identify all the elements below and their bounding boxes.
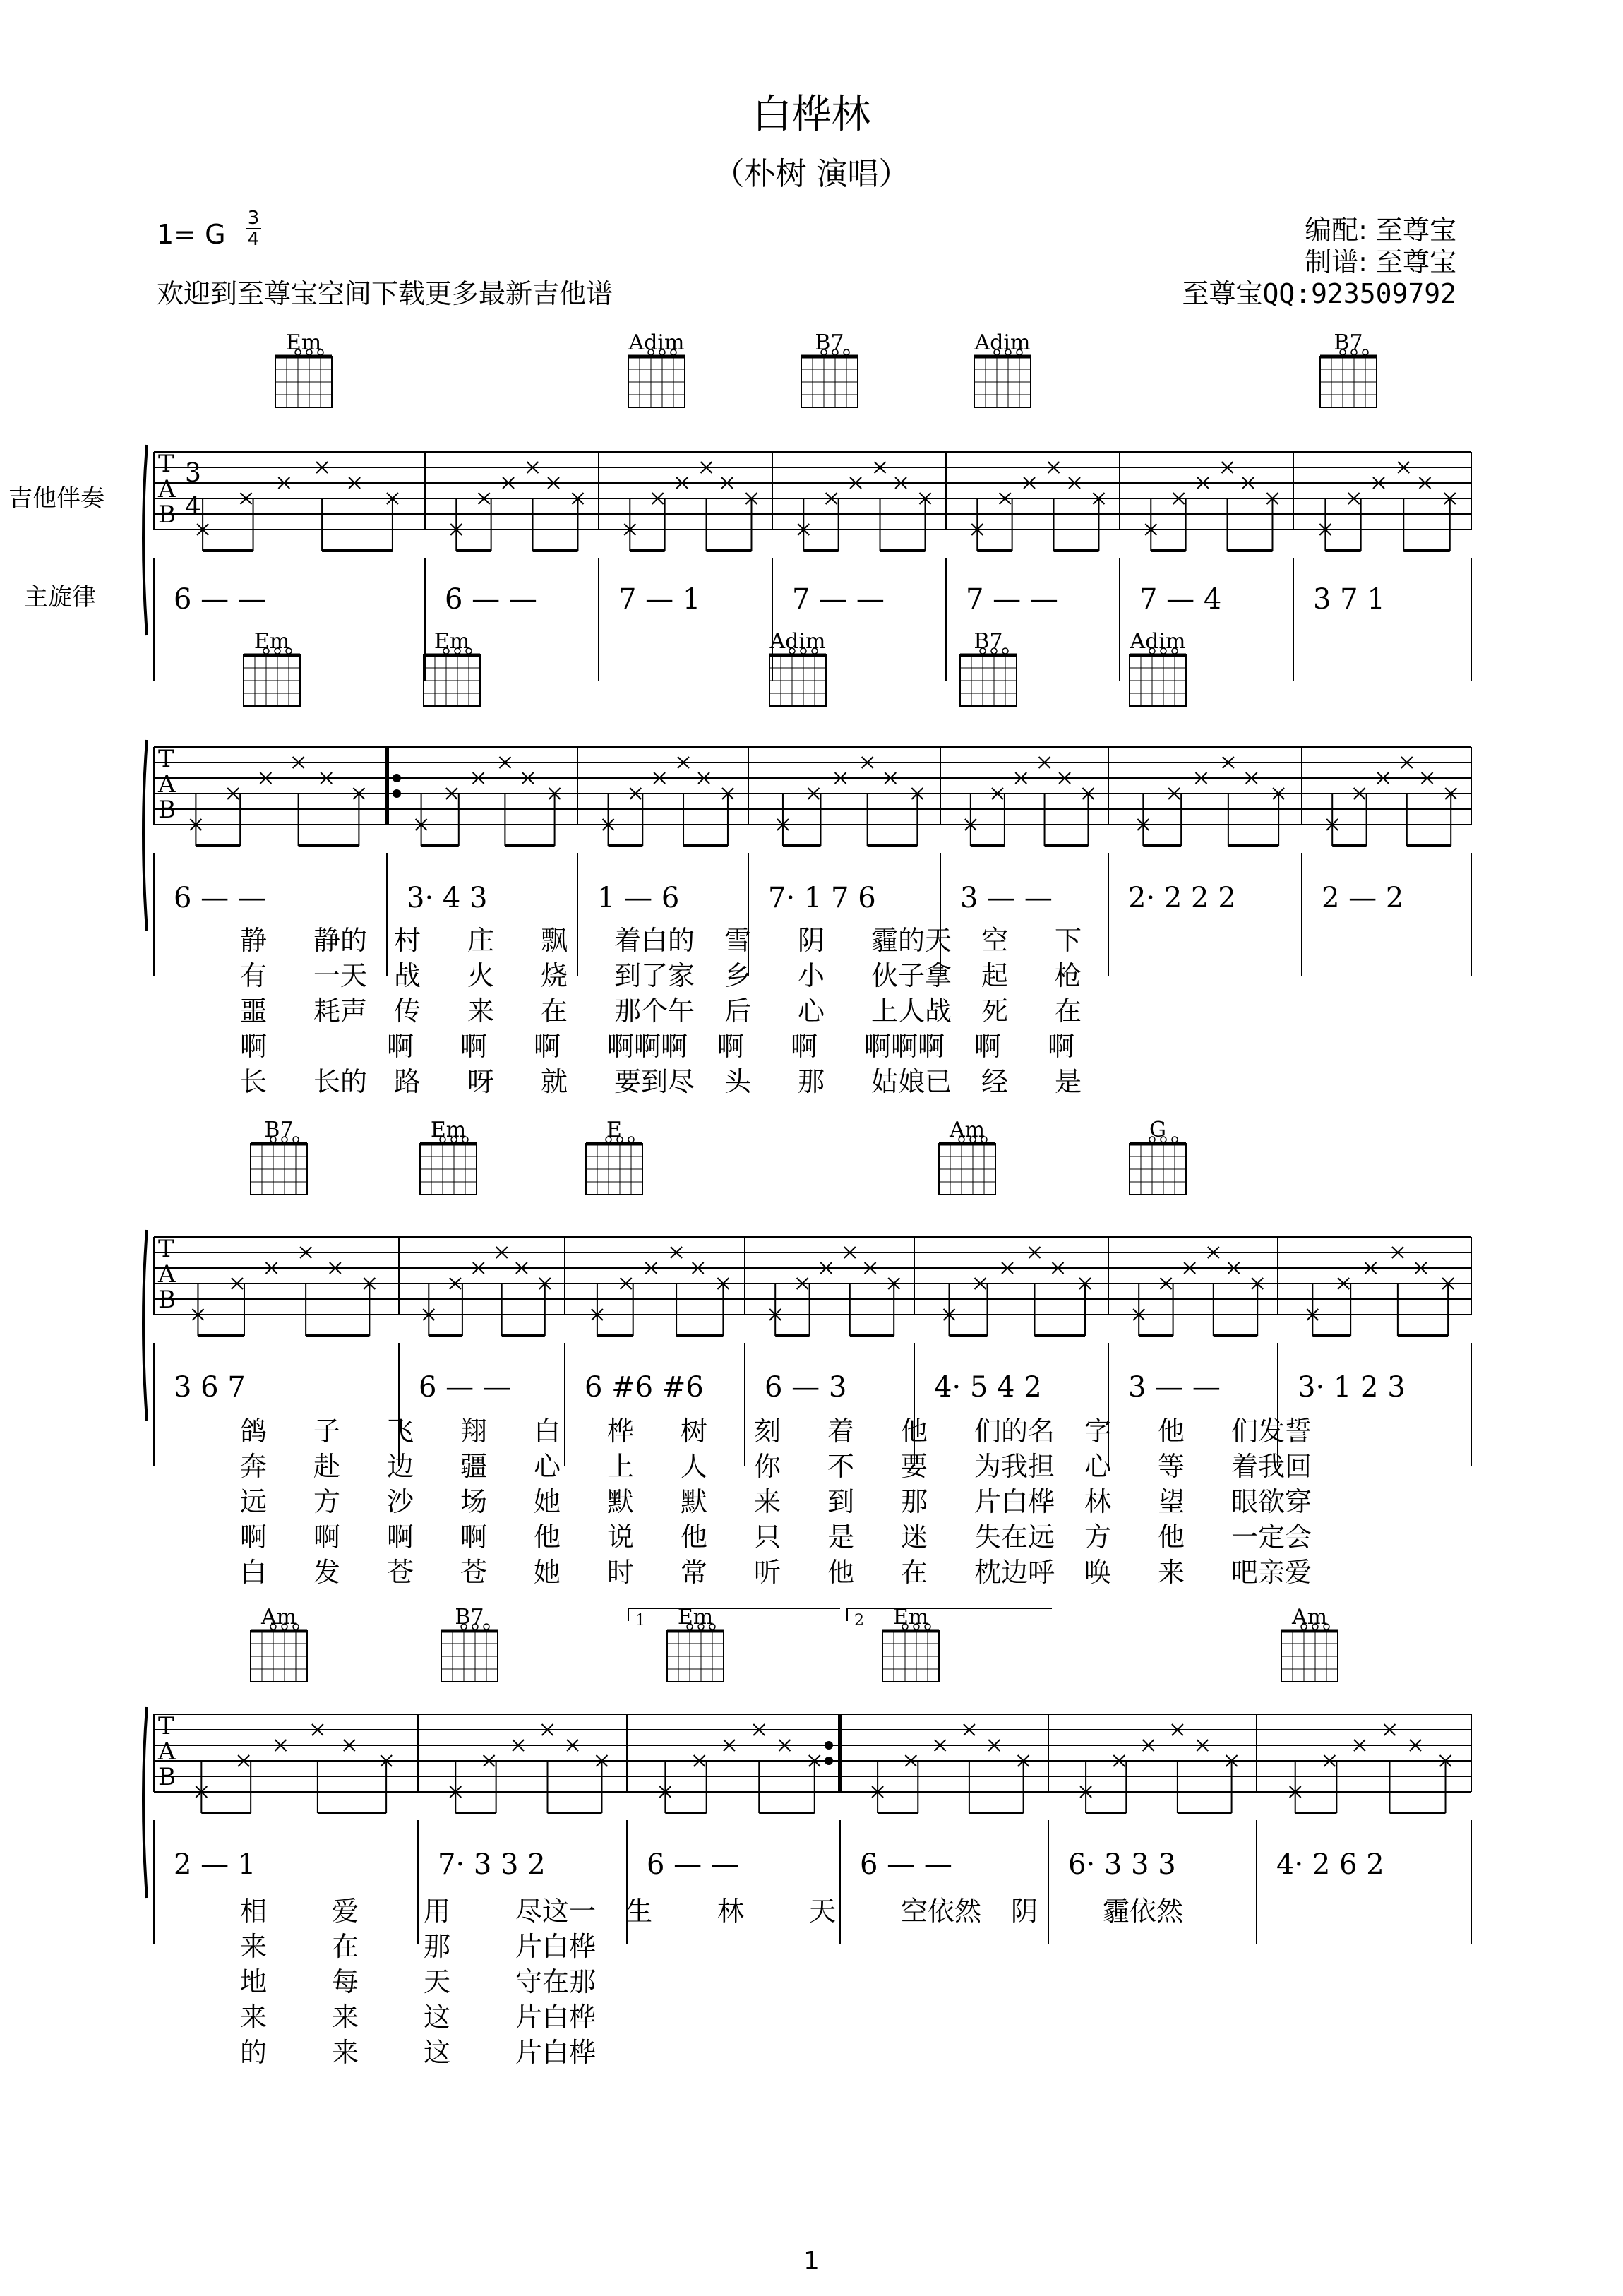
melody-measure: 4· 5 4 2: [934, 1371, 1042, 1404]
lyric-word: 啊: [387, 1031, 414, 1062]
lyric-word: 枪: [1055, 960, 1082, 991]
tab-time-numerator: 3: [185, 459, 201, 488]
lyric-word: 头: [724, 1066, 752, 1097]
tab-clef-t: T: [158, 745, 174, 773]
melody-measure: 3 — —: [960, 882, 1053, 914]
open-string-marker: [628, 1137, 634, 1142]
lyric-word: 啊啊啊: [607, 1031, 688, 1062]
chord-diagram: [275, 330, 332, 407]
melody-measure: 4· 2 6 2: [1276, 1848, 1384, 1881]
lyric-word: 字: [1084, 1416, 1112, 1447]
lyric-word: 他: [1158, 1521, 1185, 1553]
melody-part-label: 主旋律: [24, 583, 96, 611]
chord-diagram: [251, 1118, 307, 1195]
lyric-word: 啊: [460, 1031, 488, 1062]
lyric-word: 飘: [541, 925, 568, 956]
melody-measure: 2 — 1: [174, 1848, 256, 1881]
lyric-word: 默: [681, 1486, 708, 1517]
lyric-word: 片白桦: [515, 2002, 597, 2033]
lyric-word: 长的: [313, 1066, 368, 1097]
open-string-marker: [844, 349, 849, 355]
lyric-word: 边: [387, 1451, 414, 1482]
lyric-word: 心: [798, 995, 825, 1027]
lyric-word: 姑娘已: [871, 1066, 952, 1097]
tab-clef-t: T: [158, 1235, 174, 1263]
lyric-word: 等: [1158, 1451, 1185, 1482]
chord-diagram: [251, 1605, 307, 1682]
volta-number-2: 2: [854, 1612, 864, 1630]
chord-name: B7: [455, 1605, 484, 1630]
lyric-word: 来: [754, 1486, 781, 1517]
lyric-word: 远: [240, 1486, 268, 1517]
lyric-word: 心: [1084, 1451, 1112, 1482]
lyric-word: 枕边呼: [974, 1557, 1055, 1588]
tab-time-denominator: 4: [185, 493, 201, 522]
lyric-word: 他: [901, 1416, 928, 1447]
tab-clef-b: B: [158, 1286, 176, 1314]
lyric-word: 霾依然: [1103, 1896, 1184, 1927]
lyric-word: 方: [1084, 1521, 1112, 1553]
lyric-word: 要到尽: [614, 1066, 695, 1097]
chord-diagram: [974, 330, 1031, 407]
melody-measure: 7 — 1: [618, 583, 701, 616]
system-2: [143, 629, 1471, 1097]
lyric-word: 这: [424, 2002, 451, 2033]
lyric-word: 在: [901, 1557, 928, 1588]
lyric-word: 片白桦: [974, 1486, 1055, 1517]
lyric-word: 啊: [974, 1031, 1002, 1062]
lyric-word: 们的名: [974, 1416, 1055, 1447]
melody-measure: 6 — —: [174, 882, 266, 914]
lyric-word: 啊: [717, 1031, 745, 1062]
chord-diagram: [939, 1118, 995, 1195]
melody-measure: 3 — —: [1128, 1371, 1221, 1404]
chord-diagram: [628, 330, 685, 407]
chord-diagram: [960, 629, 1017, 706]
tab-clef-a: A: [158, 770, 176, 799]
melody-measure: 7· 1 7 6: [768, 882, 876, 914]
chord-name: B7: [974, 629, 1003, 654]
melody-line: [174, 1371, 1406, 1404]
lyric-word: 天: [424, 1966, 451, 1997]
lyric-word: 啊: [387, 1521, 414, 1553]
chord-name: Em: [677, 1605, 714, 1630]
lyric-word: 方: [313, 1486, 341, 1517]
lyric-word: 烧: [541, 960, 568, 991]
lyric-word: 们发誓: [1231, 1416, 1312, 1447]
melody-measure: 6 — 3: [765, 1371, 847, 1404]
lyric-word: 说: [607, 1521, 635, 1553]
open-string-marker: [1172, 1137, 1178, 1142]
lyric-word: 是: [827, 1521, 855, 1553]
melody-measure: 1 — 6: [597, 882, 680, 914]
lyric-word: 片白桦: [515, 1931, 597, 1962]
lyric-word: 你: [754, 1451, 781, 1482]
chord-name: B7: [1334, 330, 1363, 355]
lyric-word: 眼欲穿: [1231, 1486, 1312, 1517]
lyric-word: 传: [394, 995, 421, 1027]
lyric-word: 来: [332, 2002, 359, 2033]
lyric-word: 啊啊啊: [864, 1031, 945, 1062]
lyric-word: 赴: [313, 1451, 341, 1482]
tab-clef-a: A: [158, 1738, 176, 1766]
lyric-word: 每: [332, 1966, 359, 1997]
lyric-word: 疆: [460, 1451, 488, 1482]
lyric-word: 啊: [240, 1521, 268, 1553]
melody-measure: 3 7 1: [1313, 583, 1385, 616]
lyric-word: 迷: [901, 1521, 928, 1553]
chord-name: B7: [264, 1118, 294, 1142]
lyric-word: 桦: [607, 1416, 635, 1447]
open-string-marker: [1363, 349, 1368, 355]
lyric-word: 尽这一: [515, 1896, 597, 1927]
lyric-word: 静: [240, 925, 268, 956]
melody-measure: 7 — —: [966, 583, 1058, 616]
lyric-word: 啊: [1048, 1031, 1075, 1062]
melody-measure: 6 — —: [445, 583, 537, 616]
lyric-word: 一定会: [1231, 1521, 1312, 1553]
lyric-word: 庄: [467, 925, 495, 956]
lyric-word: 人: [681, 1451, 708, 1482]
arranger-credit: 编配: 至尊宝: [1305, 215, 1456, 246]
lyric-word: 飞: [387, 1416, 414, 1447]
lyric-word: 村: [394, 925, 421, 956]
lyrics-block: [240, 1896, 1184, 2068]
melody-line: [174, 882, 1403, 914]
chord-diagram: [1281, 1605, 1338, 1682]
lyric-word: 他: [827, 1557, 855, 1588]
lyric-word: 不: [827, 1451, 855, 1482]
lyric-word: 来: [1158, 1557, 1185, 1588]
chord-name: E: [606, 1118, 622, 1142]
lyric-word: 望: [1158, 1486, 1185, 1517]
lyric-word: 用: [424, 1896, 451, 1927]
lyric-word: 翔: [460, 1416, 488, 1447]
tab-clef-b: B: [158, 1763, 176, 1791]
lyric-word: 路: [394, 1066, 421, 1097]
tab-clef-t: T: [158, 450, 174, 478]
lyric-word: 奔: [240, 1451, 268, 1482]
chord-name: Em: [430, 1118, 467, 1142]
lyric-word: 子: [313, 1416, 341, 1447]
chord-diagram: [667, 1605, 724, 1682]
lyric-word: 唤: [1084, 1557, 1112, 1588]
open-string-marker: [484, 1624, 489, 1630]
lyric-word: 他: [534, 1521, 561, 1553]
lyric-word: 静的: [313, 925, 368, 956]
melody-measure: 3 6 7: [174, 1371, 246, 1404]
lyric-word: 林: [717, 1896, 745, 1927]
lyric-word: 火: [467, 960, 495, 991]
lyric-word: 常: [681, 1557, 708, 1588]
lyric-word: 她: [534, 1486, 561, 1517]
melody-measure: 7 — 4: [1139, 583, 1222, 616]
melody-measure: 6 — —: [174, 583, 266, 616]
lyric-word: 为我担: [974, 1451, 1055, 1482]
melody-measure: 2 — 2: [1322, 882, 1404, 914]
lyric-word: 时: [607, 1557, 635, 1588]
repeat-dot: [825, 1741, 833, 1750]
lyric-word: 片白桦: [515, 2037, 597, 2068]
chord-diagram: [441, 1605, 498, 1682]
lyric-word: 爱: [332, 1896, 359, 1927]
chord-name: Adim: [974, 330, 1031, 355]
chord-name: Adim: [628, 330, 685, 355]
lyric-word: 听: [754, 1557, 781, 1588]
system-bracket: [143, 1230, 147, 1421]
welcome-text: 欢迎到至尊宝空间下载更多最新吉他谱: [157, 278, 613, 309]
lyric-word: 只: [754, 1521, 781, 1553]
lyric-word: 发: [313, 1557, 341, 1588]
chord-diagram: [1320, 330, 1377, 407]
repeat-dot: [393, 774, 401, 782]
lyric-word: 他: [1158, 1416, 1185, 1447]
guitar-part-label: 吉他伴奏: [8, 484, 104, 513]
melody-measure: 3· 4 3: [407, 882, 488, 914]
system-bracket: [143, 1707, 147, 1898]
tab-clef-t: T: [158, 1712, 174, 1740]
melody-measure: 6 — —: [419, 1371, 511, 1404]
lyric-word: 雪: [724, 925, 752, 956]
lyric-word: 起: [981, 960, 1009, 991]
chord-diagram: [769, 629, 826, 706]
transcriber-credit: 制谱: 至尊宝: [1305, 246, 1456, 277]
lyric-word: 相: [240, 1896, 268, 1927]
system-bracket: [143, 445, 147, 635]
chord-diagram: [882, 1605, 939, 1682]
lyric-word: 默: [607, 1486, 635, 1517]
lyric-word: 耗声: [313, 995, 368, 1027]
key-signature: 1= G: [157, 219, 226, 250]
chord-diagram: [420, 1118, 477, 1195]
tab-clef-a: A: [158, 475, 176, 503]
lyric-word: 白: [240, 1557, 268, 1588]
lyric-word: 经: [981, 1066, 1009, 1097]
lyric-word: 呀: [467, 1066, 495, 1097]
lyric-word: 啊: [791, 1031, 818, 1062]
lyric-word: 伙子拿: [871, 960, 952, 991]
lyric-word: 啊: [313, 1521, 341, 1553]
melody-measure: 6 — —: [647, 1848, 739, 1881]
lyric-word: 着: [827, 1416, 855, 1447]
chord-name: Adim: [769, 629, 826, 654]
melody-measure: 6 — —: [860, 1848, 952, 1881]
lyric-word: 上人战: [871, 995, 952, 1027]
lyric-word: 地: [240, 1966, 268, 1997]
tab-clef-a: A: [158, 1260, 176, 1288]
lyric-word: 到了家: [614, 960, 695, 991]
lyric-word: 沙: [387, 1486, 414, 1517]
volta-bracket-1: [628, 1608, 840, 1621]
chord-name: Am: [1291, 1605, 1328, 1630]
time-denominator: 4: [247, 229, 260, 250]
lyric-word: 吧亲爱: [1231, 1557, 1312, 1588]
lyric-word: 守在那: [515, 1966, 597, 1997]
lyric-word: 来: [240, 2002, 268, 2033]
lyric-word: 天: [809, 1896, 837, 1927]
lyric-word: 阴: [798, 925, 825, 956]
lyric-word: 死: [981, 995, 1009, 1027]
lyric-word: 刻: [754, 1416, 781, 1447]
lyric-word: 鸽: [240, 1416, 268, 1447]
lyric-word: 是: [1055, 1066, 1082, 1097]
lyric-word: 到: [827, 1486, 855, 1517]
melody-line: [174, 583, 1385, 616]
repeat-dot: [825, 1757, 833, 1765]
lyric-word: 霾的天: [871, 925, 952, 956]
lyric-word: 那: [798, 1066, 825, 1097]
time-numerator: 3: [247, 208, 260, 229]
chord-name: Am: [260, 1605, 297, 1630]
lyric-word: 来: [332, 2037, 359, 2068]
chord-diagram: [424, 629, 480, 706]
melody-measure: 7 — —: [792, 583, 885, 616]
lyric-word: 这: [424, 2037, 451, 2068]
lyric-word: 林: [1084, 1486, 1112, 1517]
melody-measure: 6 #6 #6: [585, 1371, 704, 1404]
lyric-word: 场: [460, 1486, 488, 1517]
lyric-word: 乡: [724, 960, 752, 991]
melody-measure: 7· 3 3 2: [438, 1848, 546, 1881]
chord-name: Em: [433, 629, 470, 654]
lyric-word: 着我回: [1231, 1451, 1312, 1482]
lyric-word: 空依然: [901, 1896, 982, 1927]
lyric-word: 在: [541, 995, 568, 1027]
lyric-word: 啊: [460, 1521, 488, 1553]
lyric-word: 后: [724, 995, 752, 1027]
lyric-word: 噩: [240, 995, 268, 1027]
lyric-word: 阴: [1011, 1896, 1038, 1927]
lyric-word: 啊: [240, 1031, 268, 1062]
melody-measure: 2· 2 2 2: [1128, 882, 1236, 914]
chord-name: Em: [285, 330, 322, 355]
open-string-marker: [293, 1137, 299, 1142]
chord-name: Adim: [1130, 629, 1186, 654]
lyric-word: 她: [534, 1557, 561, 1588]
chord-diagram: [586, 1118, 642, 1195]
lyric-word: 生: [625, 1896, 653, 1927]
lyric-word: 小: [798, 960, 825, 991]
song-subtitle: （朴树 演唱）: [713, 156, 910, 192]
lyric-word: 就: [541, 1066, 568, 1097]
melody-measure: 3· 1 2 3: [1298, 1371, 1406, 1404]
lyric-word: 苍: [387, 1557, 414, 1588]
lyric-word: 着白的: [614, 925, 695, 956]
lyric-word: 来: [467, 995, 495, 1027]
lyric-word: 空: [981, 925, 1009, 956]
repeat-dot: [393, 789, 401, 798]
lyric-word: 那: [424, 1931, 451, 1962]
lyrics-block: [240, 925, 1082, 1097]
chord-diagram: [1130, 1118, 1186, 1195]
chord-name: G: [1149, 1118, 1166, 1142]
lyric-word: 在: [332, 1931, 359, 1962]
lyric-word: 战: [394, 960, 421, 991]
lyric-word: 的: [240, 2037, 268, 2068]
page-number: 1: [803, 2247, 820, 2276]
lyric-word: 在: [1055, 995, 1082, 1027]
chord-name: Em: [253, 629, 290, 654]
lyric-word: 下: [1055, 925, 1082, 956]
lyric-word: 树: [681, 1416, 708, 1447]
lyric-word: 上: [607, 1451, 635, 1482]
chord-name: B7: [815, 330, 844, 355]
lyric-word: 要: [901, 1451, 928, 1482]
melody-measure: 6· 3 3 3: [1068, 1848, 1176, 1881]
lyric-word: 心: [534, 1451, 561, 1482]
lyric-word: 那个午: [614, 995, 695, 1027]
song-title: 白桦林: [752, 92, 871, 138]
chord-diagram: [1130, 629, 1186, 706]
tab-clef-b: B: [158, 796, 176, 824]
lyric-word: 来: [240, 1931, 268, 1962]
open-string-marker: [1002, 648, 1008, 654]
chord-name: Em: [892, 1605, 929, 1630]
chord-diagram: [801, 330, 858, 407]
lyrics-block: [240, 1416, 1312, 1588]
lyric-word: 失在远: [974, 1521, 1055, 1553]
volta-number-1: 1: [635, 1612, 645, 1630]
lyric-word: 那: [901, 1486, 928, 1517]
chord-name: Am: [949, 1118, 986, 1142]
melody-line: [174, 1848, 1384, 1881]
system-bracket: [143, 740, 147, 931]
lyric-word: 啊: [534, 1031, 561, 1062]
lyric-word: 他: [681, 1521, 708, 1553]
lyric-word: 长: [240, 1066, 268, 1097]
system-4: [143, 1605, 1471, 2068]
tab-clef-b: B: [158, 501, 176, 529]
lyric-word: 有: [240, 960, 268, 991]
chord-diagram: [244, 629, 300, 706]
lyric-word: 一天: [313, 960, 368, 991]
volta-bracket-2: [847, 1608, 1052, 1621]
lyric-word: 苍: [460, 1557, 488, 1588]
qq-contact: 至尊宝QQ:923509792: [1182, 278, 1456, 309]
lyric-word: 白: [534, 1416, 561, 1447]
system-3: [143, 1118, 1471, 1630]
